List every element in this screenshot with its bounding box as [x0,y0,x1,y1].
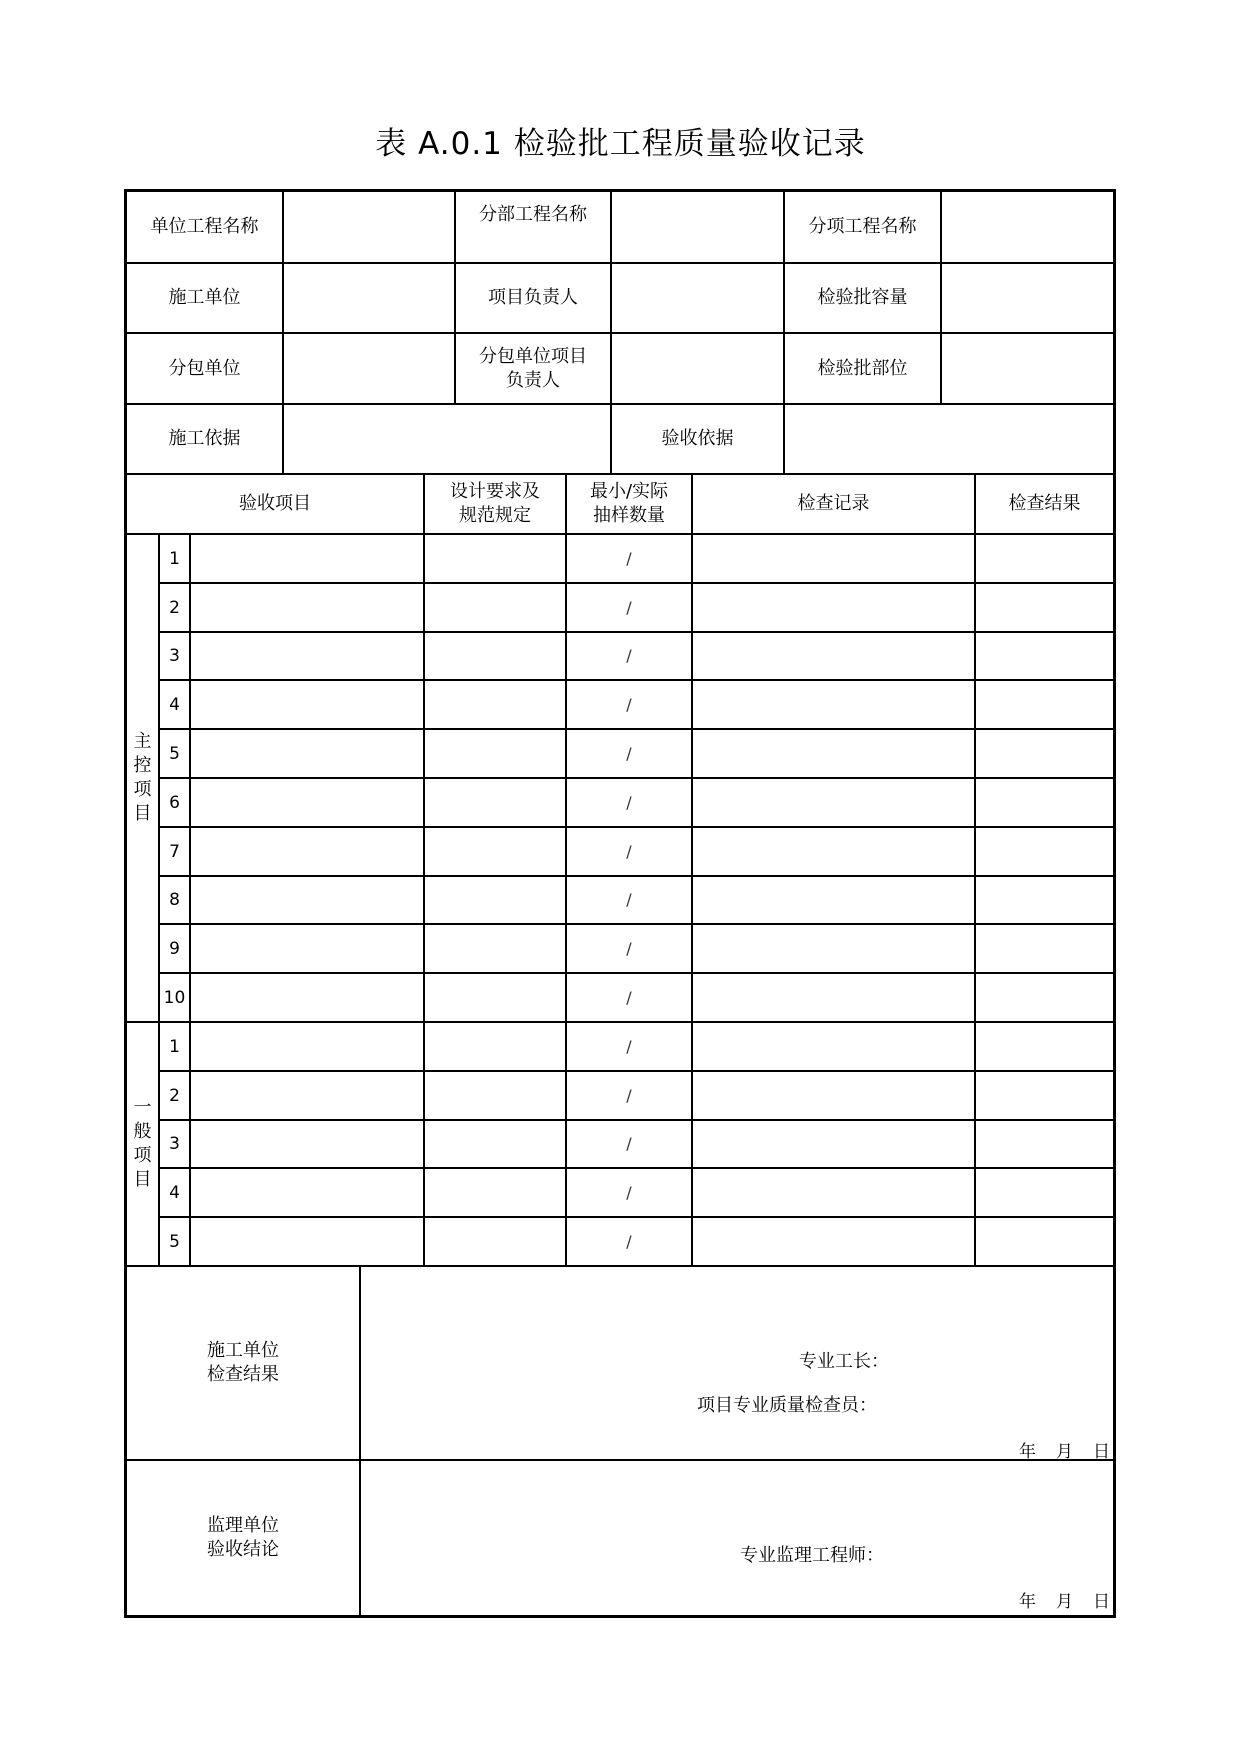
label-sub-item-name: 分项工程名称 [808,216,917,237]
design-req-cell[interactable] [425,584,565,631]
field-subcontract-unit[interactable] [284,334,454,403]
label-batch-location: 检验批部位 [817,357,908,379]
label-batch-capacity: 检验批容量 [817,287,908,308]
row-number: 5 [169,743,180,764]
row-number: 1 [169,1036,180,1057]
check-record-cell[interactable] [693,681,974,728]
design-req-cell[interactable] [425,1121,565,1167]
row-number: 9 [169,938,180,959]
check-result-cell[interactable] [976,925,1113,972]
row-number: 5 [169,1231,180,1252]
supervision-date: 年 月 日 [1019,1592,1110,1612]
item-name-cell[interactable] [191,535,423,582]
field-sub-item-name[interactable] [942,192,1113,262]
check-result-cell[interactable] [976,584,1113,631]
row-number: 4 [169,694,180,715]
check-result-cell[interactable] [976,828,1113,875]
item-name-cell[interactable] [191,828,423,875]
row-number: 10 [163,987,186,1008]
check-record-cell[interactable] [693,1072,974,1119]
design-req-cell[interactable] [425,730,565,777]
col-header-check-result: 检查结果 [1008,493,1081,514]
item-name-cell[interactable] [191,779,423,826]
field-batch-capacity[interactable] [942,264,1113,332]
field-project-leader[interactable] [612,264,783,332]
field-batch-location[interactable] [942,334,1113,403]
check-record-cell[interactable] [693,779,974,826]
col-header-design-req: 设计要求及 规范规定 [450,481,540,526]
design-req-cell[interactable] [425,535,565,582]
foreman-label: 专业工长： [799,1351,889,1372]
check-record-cell[interactable] [693,1218,974,1265]
check-result-cell[interactable] [976,1023,1113,1070]
construction-date: 年 月 日 [1019,1442,1110,1462]
design-req-cell[interactable] [425,1169,565,1216]
item-name-cell[interactable] [191,925,423,972]
item-name-cell[interactable] [191,1121,423,1167]
row-number: 3 [169,646,180,666]
supervision-label: 监理单位 验收结论 [207,1515,279,1560]
col-divider [359,1265,361,1615]
field-subcontract-leader[interactable] [612,334,783,403]
check-record-cell[interactable] [693,877,974,923]
item-name-cell[interactable] [191,1072,423,1119]
sample-qty-cell[interactable]: / [626,1134,632,1153]
check-record-cell[interactable] [693,584,974,631]
field-sub-division-name[interactable] [612,192,783,262]
design-req-cell[interactable] [425,1218,565,1265]
sample-qty-cell[interactable]: / [626,646,632,665]
sample-qty-cell[interactable]: / [626,694,632,714]
design-req-cell[interactable] [425,633,565,679]
design-req-cell[interactable] [425,779,565,826]
design-req-cell[interactable] [425,1023,565,1070]
quality-inspector-label: 项目专业质量检查员： [697,1395,877,1416]
item-name-cell[interactable] [191,1169,423,1216]
item-name-cell[interactable] [191,1218,423,1265]
label-unit-project-name: 单位工程名称 [150,216,259,237]
field-unit-project-name[interactable] [284,192,454,262]
item-name-cell[interactable] [191,730,423,777]
design-req-cell[interactable] [425,925,565,972]
sample-qty-cell[interactable]: / [626,548,632,568]
label-construction-basis: 施工依据 [168,428,241,449]
check-record-cell[interactable] [693,535,974,582]
check-result-cell[interactable] [976,535,1113,582]
design-req-cell[interactable] [425,828,565,875]
row-number: 8 [169,890,180,910]
item-name-cell[interactable] [191,974,423,1021]
label-acceptance-basis: 验收依据 [661,428,734,449]
check-result-cell[interactable] [976,681,1113,728]
col-header-item: 验收项目 [239,493,311,514]
item-name-cell[interactable] [191,584,423,631]
row-number: 3 [169,1134,180,1154]
check-record-cell[interactable] [693,1169,974,1216]
sample-qty-cell[interactable]: / [626,743,632,763]
design-req-cell[interactable] [425,1072,565,1119]
check-result-cell[interactable] [976,877,1113,923]
check-record-cell[interactable] [693,633,974,679]
label-subcontract-unit: 分包单位 [168,357,241,379]
check-result-cell[interactable] [976,779,1113,826]
field-construction-unit[interactable] [284,264,454,332]
sample-qty-cell[interactable]: / [626,1085,632,1105]
check-record-cell[interactable] [693,925,974,972]
item-name-cell[interactable] [191,877,423,923]
check-result-cell[interactable] [976,1169,1113,1216]
sample-qty-cell[interactable]: / [626,792,632,812]
row-number: 2 [169,597,180,618]
design-req-cell[interactable] [425,681,565,728]
sample-qty-cell[interactable]: / [626,938,632,958]
row-number: 4 [169,1182,180,1203]
design-req-cell[interactable] [425,877,565,923]
label-sub-division-name: 分部工程名称 [479,204,587,225]
supervision-engineer-label: 专业监理工程师： [740,1545,884,1566]
field-construction-basis[interactable] [284,405,610,473]
row-number: 1 [169,548,180,569]
check-record-cell[interactable] [693,730,974,777]
check-result-cell[interactable] [976,730,1113,777]
row-number: 7 [169,841,180,862]
field-acceptance-basis[interactable] [785,405,1113,473]
check-record-cell[interactable] [693,1023,974,1070]
sample-qty-cell[interactable]: / [626,1182,632,1202]
construction-check-label: 施工单位 检查结果 [207,1340,279,1385]
check-result-cell[interactable] [976,974,1113,1021]
check-result-cell[interactable] [976,1072,1113,1119]
check-result-cell[interactable] [976,1218,1113,1265]
group-label-main-control: 主 控 项 目 [133,731,152,824]
col-header-sample-qty: 最小/实际 抽样数量 [589,481,669,526]
check-record-cell[interactable] [693,974,974,1021]
col-header-check-record: 检查记录 [797,493,870,514]
sample-qty-cell[interactable]: / [626,841,632,861]
check-record-cell[interactable] [693,828,974,875]
sample-qty-cell[interactable]: / [626,1036,632,1056]
sample-qty-cell[interactable]: / [626,1231,632,1251]
sample-qty-cell[interactable]: / [626,987,632,1007]
sample-qty-cell[interactable]: / [626,597,632,617]
item-name-cell[interactable] [191,681,423,728]
label-subcontract-leader: 分包单位项目 负责人 [479,345,587,391]
label-project-leader: 项目负责人 [488,287,578,308]
design-req-cell[interactable] [425,974,565,1021]
row-number: 2 [169,1085,180,1106]
item-name-cell[interactable] [191,1023,423,1070]
check-result-cell[interactable] [976,633,1113,679]
group-label-general: 一 般 项 目 [133,1097,152,1190]
check-record-cell[interactable] [693,1121,974,1167]
label-construction-unit: 施工单位 [168,287,241,308]
check-result-cell[interactable] [976,1121,1113,1167]
item-name-cell[interactable] [191,633,423,679]
sample-qty-cell[interactable]: / [626,890,632,909]
row-number: 6 [169,792,180,813]
acceptance-record-table [124,189,1116,1618]
page-title: 表 A.0.1 检验批工程质量验收记录 [375,126,866,162]
